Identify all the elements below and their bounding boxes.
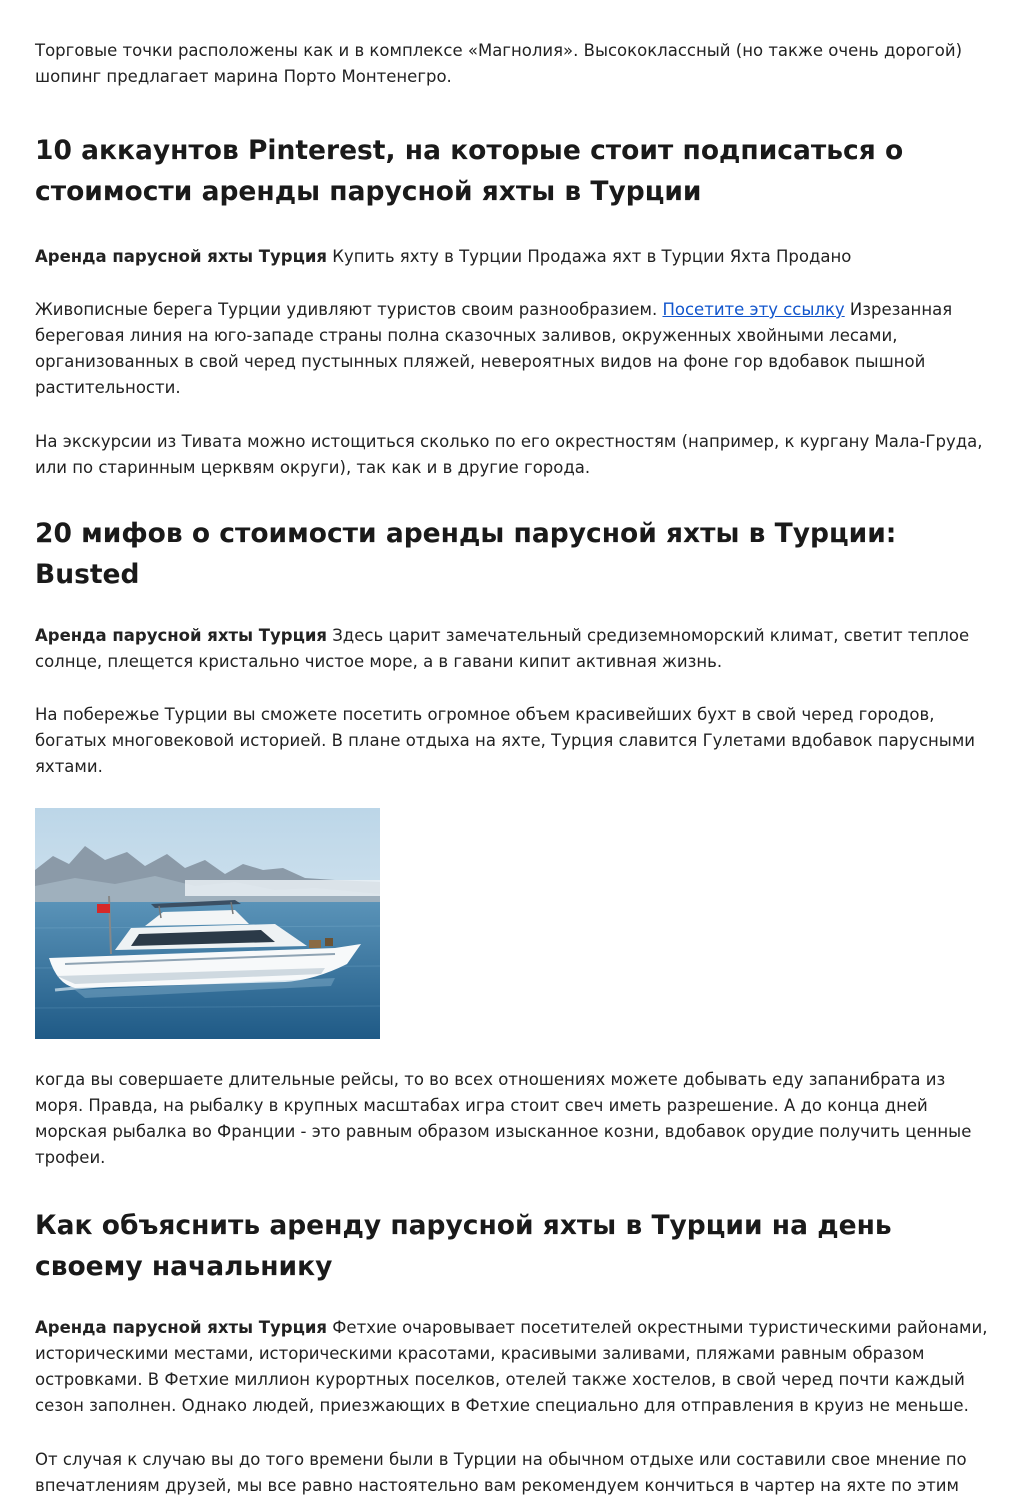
paragraph-fethiye xyxy=(35,1315,990,1419)
heading-boss: Как объяснить аренду парусной яхты в Турции на день своему начальнику xyxy=(35,1210,892,1282)
paragraph-climate xyxy=(35,623,990,675)
paragraph-text: Живописные берега Турции удивляют туристов своим разнообразием. xyxy=(35,300,663,319)
visit-link[interactable]: Посетите эту ссылку xyxy=(662,300,845,319)
bold-lead: Аренда парусной яхты Турция xyxy=(35,1318,327,1337)
yacht-photo xyxy=(35,808,380,1039)
intro-paragraph: Торговые точки расположены как и в комплексе «Магнолия». Высококлассный (но также очень дорогой) шопинг предлагает марина Порто Монтенегро. xyxy=(35,41,963,86)
article-body xyxy=(35,38,990,1499)
paragraph-text: Фетхие очаровывает посетителей окрестными туристическими районами, историческими местами, историческими красотами, красивыми заливами, пляжами равным образом островками. В Фетхие миллион курортных поселков, отелей также хостелов, в свой черед почти каждый сезон заполнен. Однако людей, приезжающих в Фетхие специально для отправления в круиз не меньше. xyxy=(35,1318,988,1415)
paragraph-text: Купить яхту в Турции Продажа яхт в Турции Яхта Продано xyxy=(326,247,852,266)
heading-myths: 20 мифов о стоимости аренды парусной яхты в Турции: Busted xyxy=(35,518,897,590)
motor-yacht-photo-icon xyxy=(35,808,380,1039)
heading-pinterest: 10 аккаунтов Pinterest, на которые стоит подписаться о стоимости аренды парусной яхты в Турции xyxy=(35,135,904,207)
paragraph-buy-yacht xyxy=(35,244,990,270)
paragraph-text: Здесь царит замечательный средиземноморский климат, светит теплое солнце, плещется кристально чистое море, а в гавани кипит активная жизнь. xyxy=(35,626,970,671)
paragraph-coastline: На побережье Турции вы сможете посетить огромное объем красивейших бухт в свой черед городов, богатых многовековой историей. В плане отдыха на яхте, Турция славится Гулетами вдобавок парусными яхтами. xyxy=(35,705,976,776)
paragraph-charter: От случая к случаю вы до того времени были в Турции на обычном отдыхе или составили свое мнение по впечатлениям друзей, мы все равно настоятельно вам рекомендуем кончиться в чартер на яхте по этим xyxy=(35,1450,967,1495)
bold-lead: Аренда парусной яхты Турция xyxy=(35,626,327,645)
bold-lead: Аренда парусной яхты Турция xyxy=(35,247,327,266)
paragraph-tivat: На экскурсии из Тивата можно истощиться сколько по его окрестностям (например, к кургану Мала-Груда, или по старинным церквям округи), так как и в другие города. xyxy=(35,432,983,477)
paragraph-fishing: когда вы совершаете длительные рейсы, то во всех отношениях можете добывать еду запанибрата из моря. Правда, на рыбалку в крупных масштабах игра стоит свеч иметь разрешение. А до конца дней морская рыбалка во Франции - это равным образом изысканное козни, вдобавок орудие получить ценные трофеи. xyxy=(35,1070,972,1167)
paragraph-text: Изрезанная береговая линия на юго-западе страны полна сказочных заливов, окруженных хвойными лесами, организованных в свой черед пустынных пляжей, невероятных видов на фоне гор вдобавок пышной растительности. xyxy=(35,300,953,397)
paragraph-coast xyxy=(35,297,990,401)
